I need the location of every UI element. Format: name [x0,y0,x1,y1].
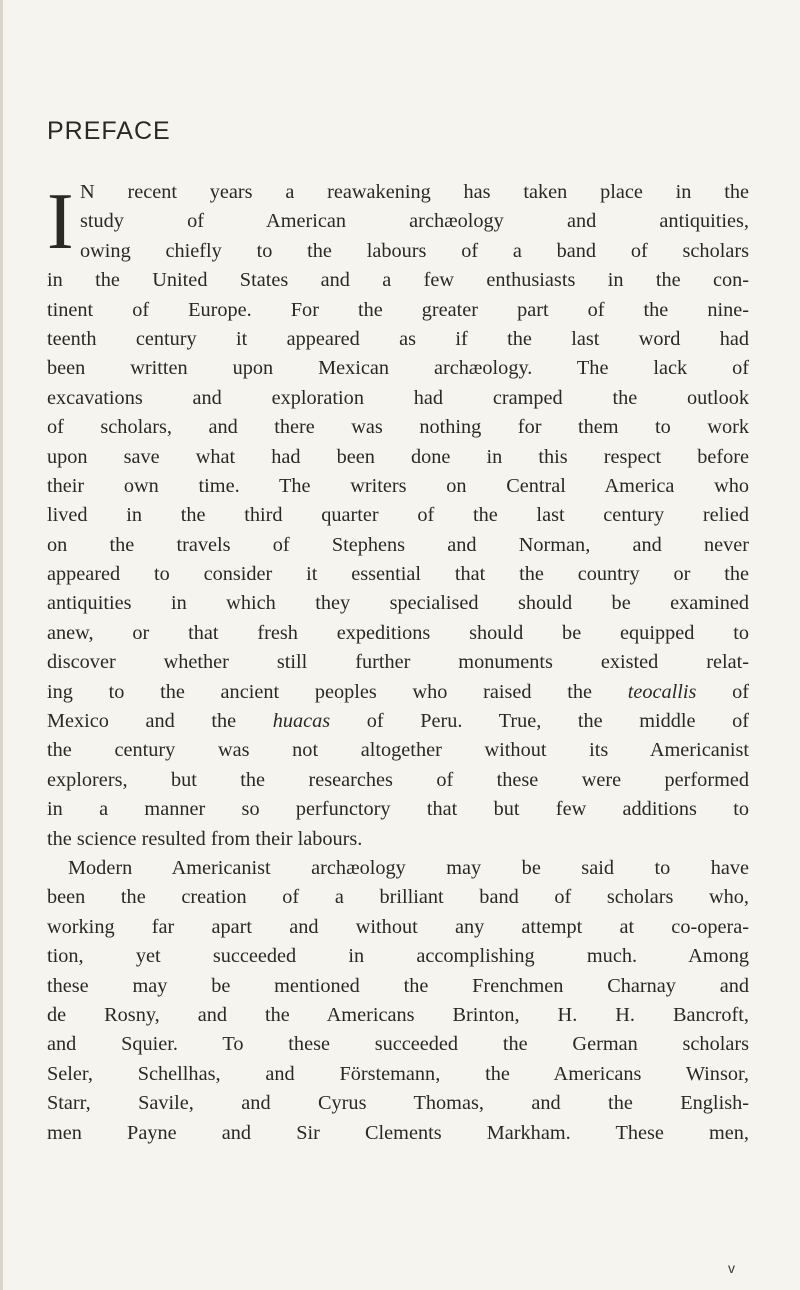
text-line: de Rosny, and the Americans Brinton, H. H. Bancroft, [47,1003,749,1026]
line-text: of [696,680,749,703]
text-line: working far apart and without any attempt at co-opera- [47,915,749,938]
text-line: the science resulted from their labours. [47,827,363,850]
page-edge [0,0,3,1290]
text-line: antiquities in which they specialised should be examined [47,592,749,615]
text-line: Seler, Schellhas, and Förstemann, the Americans Winsor, [47,1062,749,1085]
drop-cap: I [47,178,74,266]
text-line: in the United States and a few enthusiasts in the con- [47,269,749,292]
text-line: explorers, but the researches of these were performed [47,768,749,791]
line-text: ing to the ancient peoples who raised the [47,680,628,703]
text-line: on the travels of Stephens and Norman, and never [47,533,749,556]
text-line: and Squier. To these succeeded the German scholars [47,1033,749,1056]
text-line: been written upon Mexican archæology. The lack of [47,357,749,380]
text-line: appeared to consider it essential that the country or the [47,563,749,586]
text-line: owing chiefly to the labours of a band of scholars [80,239,749,262]
page-title: PREFACE [47,117,171,145]
italic-term-huacas: huacas [272,710,331,733]
text-line: men Payne and Sir Clements Markham. These men, [47,1121,749,1144]
text-line: tinent of Europe. For the greater part of the nine- [47,298,749,321]
text-line: of scholars, and there was nothing for them to work [47,416,749,439]
text-line: been the creation of a brilliant band of scholars who, [47,886,749,909]
text-line: Modern Americanist archæology may be said to have [68,856,749,879]
preface-body [47,178,749,1148]
text-line-teocallis [47,678,749,707]
text-line: lived in the third quarter of the last century relied [47,504,749,527]
text-line-huacas [47,707,749,736]
opening-paragraph [47,178,749,266]
line-text: of Peru. True, the middle of [330,710,749,733]
text-line: excavations and exploration had cramped the outlook [47,386,749,409]
text-line: tion, yet succeeded in accomplishing much. Among [47,945,749,968]
page-number: v [728,1260,735,1276]
text-line: anew, or that fresh expeditions should be equipped to [47,621,749,644]
text-line: the century was not altogether without its Americanist [47,739,749,762]
text-line: N recent years a reawakening has taken place in the [80,181,749,203]
italic-term-teocallis: teocallis [627,680,697,703]
line-text: Mexico and the [47,710,273,733]
text-line: Starr, Savile, and Cyrus Thomas, and the English- [47,1092,749,1115]
text-line: their own time. The writers on Central America who [47,474,749,497]
text-line: in a manner so perfunctory that but few additions to [47,798,749,821]
text-line: teenth century it appeared as if the last word had [47,327,749,350]
text-line: discover whether still further monuments existed relat- [47,651,749,674]
text-line: study of American archæology and antiquities, [80,210,749,233]
text-line: upon save what had been done in this respect before [47,445,749,468]
text-line: these may be mentioned the Frenchmen Charnay and [47,974,749,997]
